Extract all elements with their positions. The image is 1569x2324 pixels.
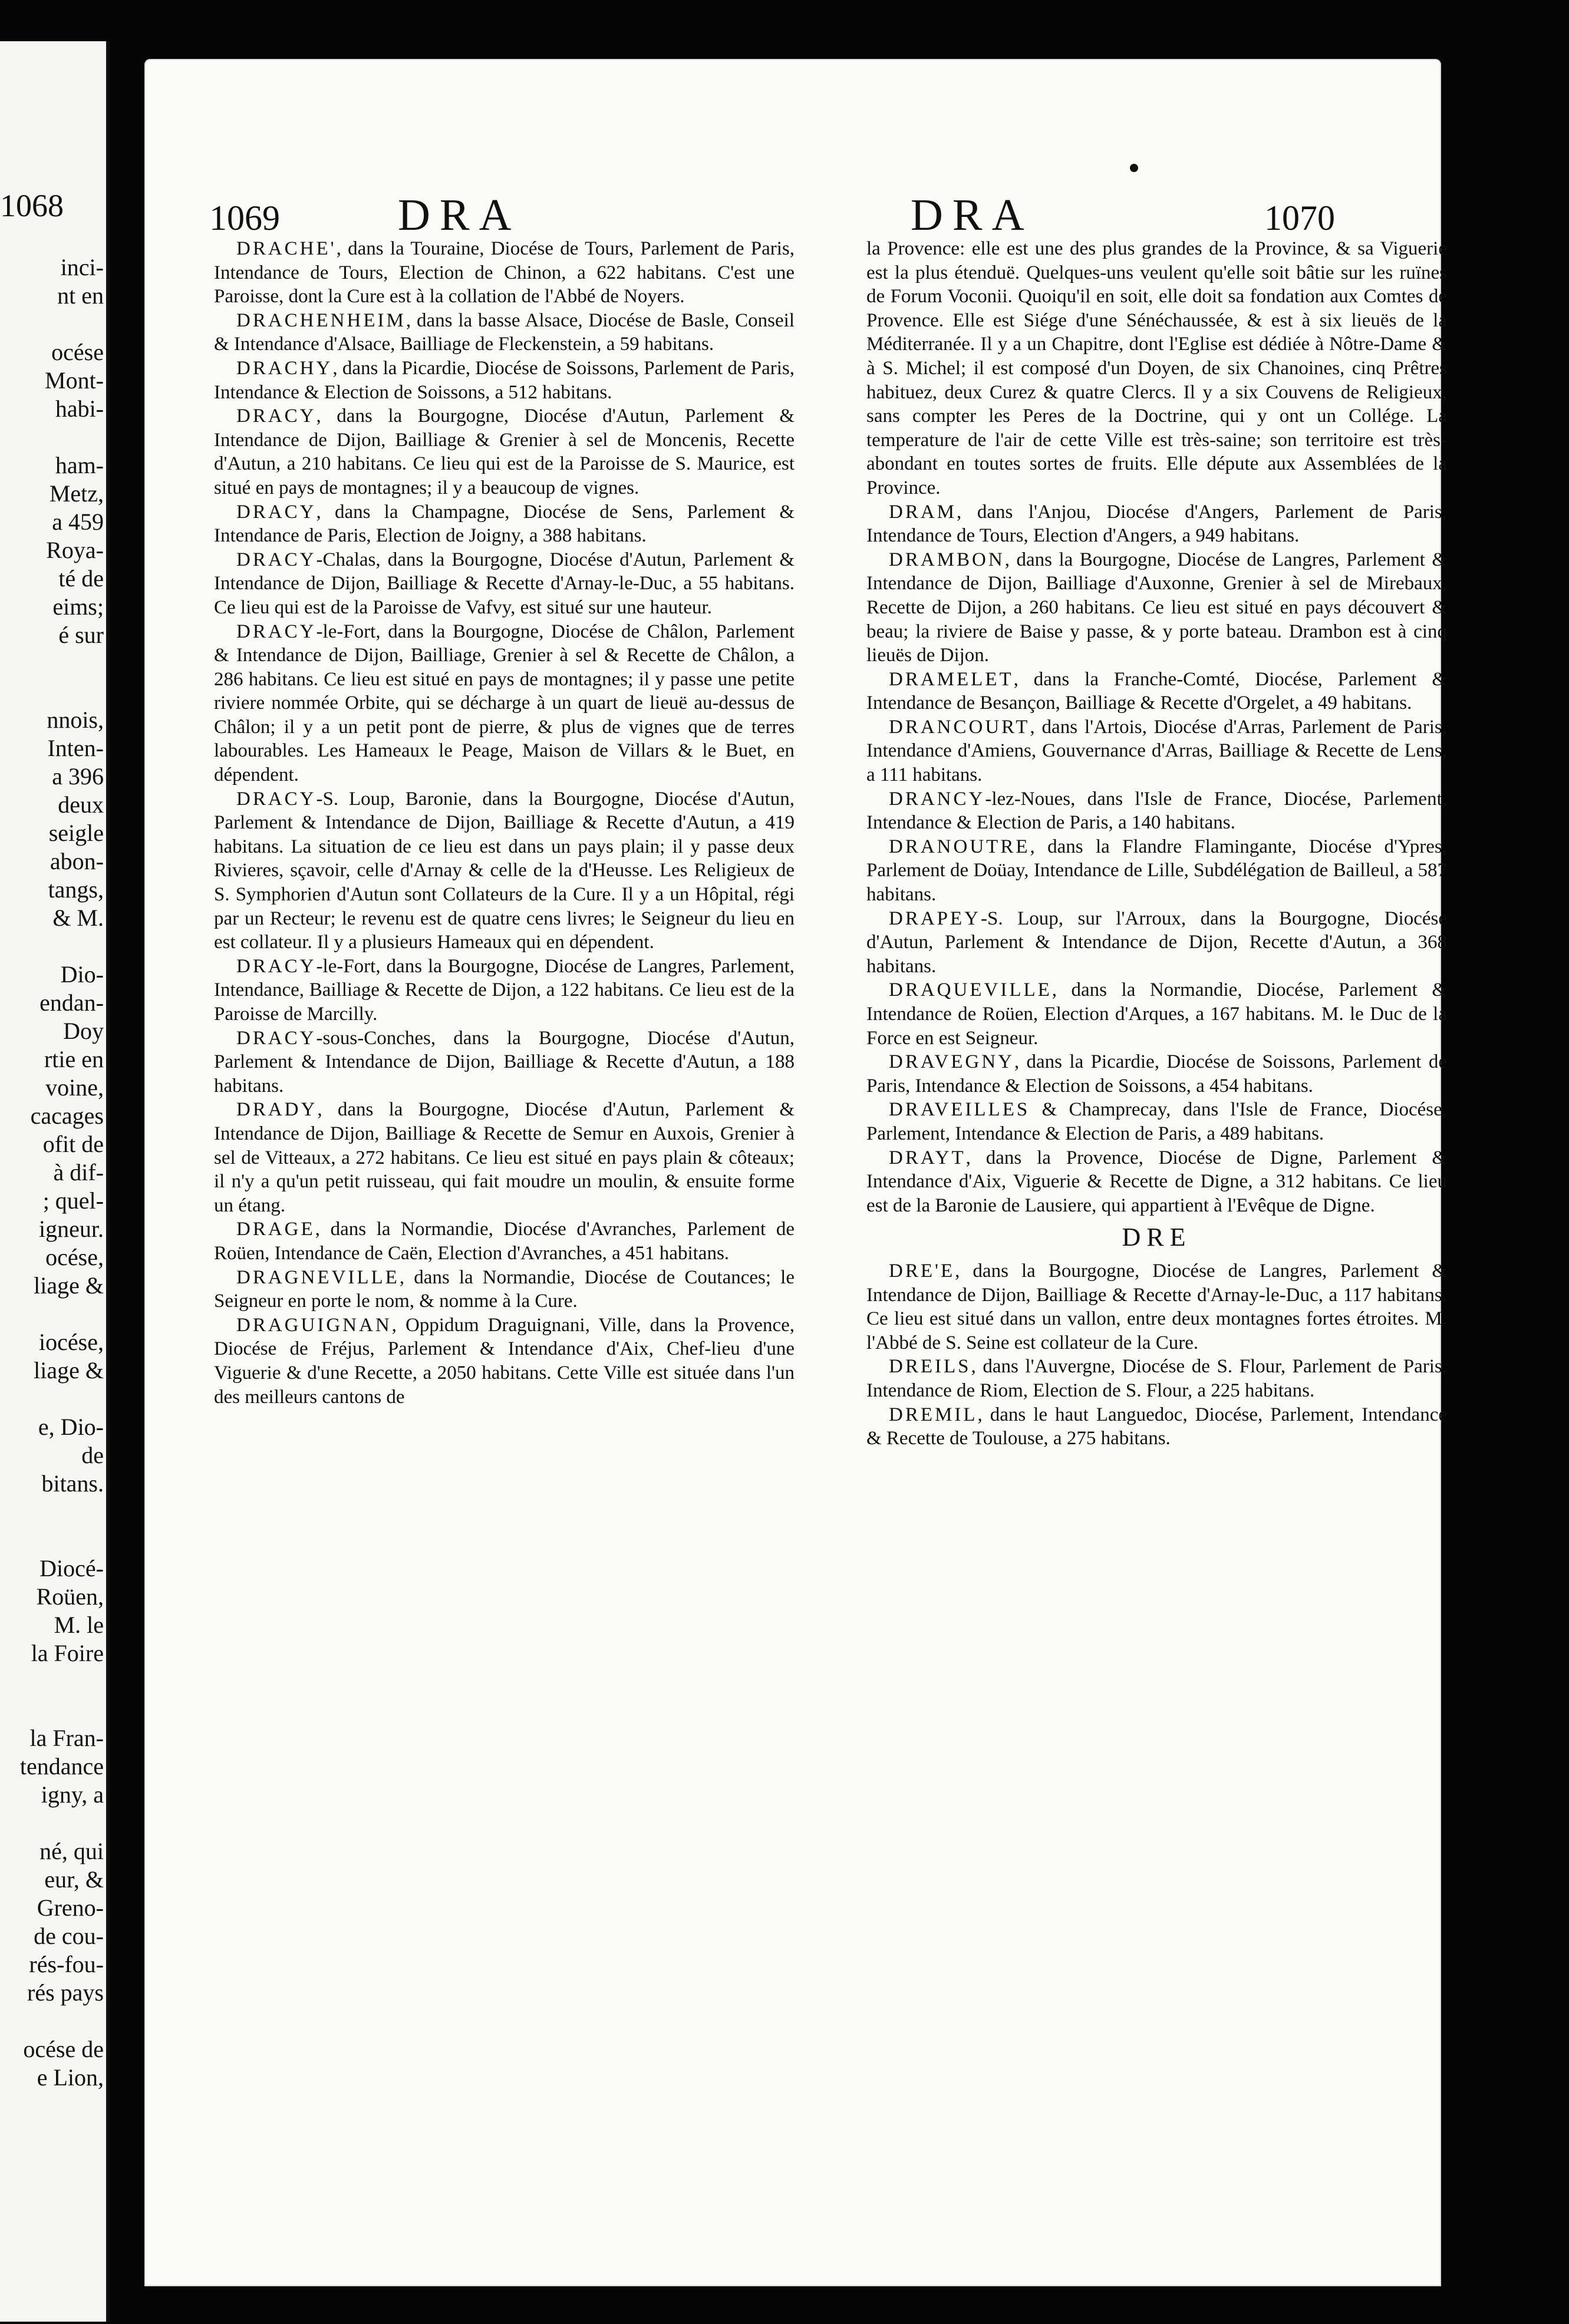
entry-text: , dans le haut Languedoc, Diocése, Parlement, Intendance & Recette de Toulouse, a 275 habitans.	[866, 1404, 1447, 1450]
fragment-line: igny, a	[41, 1781, 104, 1808]
right-column	[866, 237, 1447, 1451]
fragment-line: é sur	[58, 622, 104, 648]
fragment-line: M. le	[54, 1612, 104, 1638]
dictionary-entry	[866, 1403, 1447, 1451]
entry-text: , dans la Bourgogne, Diocése de Langres, Parlement & Intendance de Dijon, Bailliage d'Auxonne, Grenier à sel de Mirebaux, Recette de Dijon, a 260 habitans. Ce lieu est situé en pays découvert & beau; la riviere de Baise y passe, & y porte bateau. Drambon est à cinq lieuës de Dijon.	[866, 549, 1447, 666]
fragment-line: Mont-	[45, 367, 104, 394]
entry-text: , dans l'Auvergne, Diocése de S. Flour, Parlement de Paris, Intendance de Riom, Election de S. Flour, a 225 habitans.	[866, 1356, 1447, 1401]
dictionary-entry	[214, 404, 795, 500]
fragment-line: rés pays	[27, 1979, 104, 2006]
entry-text: , dans la Franche-Comté, Diocése, Parlement & Intendance de Besançon, Bailliage & Recette d'Orgelet, a 49 habitans.	[866, 668, 1447, 714]
previous-page-number: 1068	[0, 188, 64, 223]
entry-headword: DRACY	[236, 549, 317, 570]
entry-text: , dans l'Artois, Diocése d'Arras, Parlement de Paris, Intendance d'Amiens, Gouvernance d'Arras, Bailliage & Recette de Lens, a 111 habitans.	[866, 716, 1447, 786]
entry-headword: DRAPEY	[889, 907, 981, 929]
dictionary-entry	[866, 787, 1447, 835]
entry-headword: DREMIL	[889, 1404, 978, 1425]
dictionary-entry	[866, 1098, 1447, 1146]
entry-text: -lez-Noues, dans l'Isle de France, Diocése, Parlement, Intendance & Election de Paris, a 140 habitans.	[866, 788, 1447, 834]
entry-headword: DRAM	[889, 501, 957, 523]
entry-headword: DRANCY	[889, 788, 985, 810]
fragment-line: inci-	[60, 254, 104, 280]
fragment-line: & M.	[52, 904, 104, 931]
fragment-line	[0, 2007, 104, 2035]
dictionary-entry	[866, 668, 1447, 715]
dictionary-entry	[214, 787, 795, 955]
dictionary-entry	[866, 835, 1447, 907]
fragment-line: rés-fou-	[29, 1951, 104, 1978]
dictionary-entry	[214, 548, 795, 620]
previous-page-edge	[0, 41, 110, 2322]
fragment-line: né, qui	[39, 1838, 104, 1864]
fragment-line: deux	[58, 791, 104, 818]
dictionary-entry	[866, 548, 1447, 668]
dictionary-entry	[866, 1355, 1447, 1402]
fragment-line: la Foire	[31, 1640, 104, 1666]
fragment-line	[0, 649, 104, 678]
fragment-line: liage &	[34, 1272, 104, 1299]
dictionary-entry	[214, 309, 795, 356]
right-entries-after	[866, 1259, 1447, 1451]
fragment-line	[0, 1300, 104, 1328]
fragment-line	[0, 1668, 104, 1696]
fragment-line: océse,	[45, 1244, 104, 1270]
dictionary-entry	[214, 1217, 795, 1265]
entry-text: -S. Loup, Baronie, dans la Bourgogne, Diocése d'Autun, Parlement & Intendance de Dijon, Bailliage & Recette d'Autun, a 419 habitans. La situation de ce lieu est dans un pays plain; il y passe deux Rivieres, sçavoir, celle d'Arnay & celle de la d'Heusse. Les Religieux de S. Symphorien d'Autun sont Collateurs de la Cure. Il y a un Hôpital, régi par un Recteur; le revenu est de quatre cens livres; le Seigneur du lieu en est collateur. Il y a plusieurs Hameaux qui en dépendent.	[214, 788, 795, 953]
fragment-line: de	[81, 1442, 104, 1468]
entry-headword: DRAGNEVILLE	[236, 1266, 400, 1288]
fragment-line: cacages	[30, 1102, 104, 1129]
entry-headword: DRAVEILLES	[889, 1099, 1030, 1121]
page-number-right: 1070	[1264, 199, 1335, 237]
fragment-line: eur, &	[44, 1866, 104, 1893]
entry-headword: DRANOUTRE	[889, 836, 1030, 857]
entry-text: , dans la Touraine, Diocése de Tours, Parlement de Paris, Intendance de Tours, Election de Chinon, a 622 habitans. C'est une Paroisse, dont la Cure est à la collation de l'Abbé de Noyers.	[214, 238, 795, 308]
entry-text: , dans la Normandie, Diocése de Coutances; le Seigneur en porte le nom, & nomme à la Cure.	[214, 1266, 795, 1312]
entry-headword: DRAVEGNY	[889, 1051, 1014, 1073]
fragment-line	[0, 310, 104, 338]
dictionary-entry	[214, 356, 795, 404]
dictionary-entry	[214, 1313, 795, 1409]
dictionary-entry	[214, 1026, 795, 1098]
entry-headword: DRACHE'	[236, 238, 337, 259]
entry-text: , dans l'Anjou, Diocése d'Angers, Parlement de Paris, Intendance de Tours, Election d'Angers, a 949 habitans.	[866, 501, 1447, 547]
entry-headword: DRAQUEVILLE	[889, 979, 1052, 1001]
previous-page-fragments	[0, 253, 104, 2092]
entry-headword: DRACY	[236, 955, 317, 977]
section-heading: DRE	[1122, 1223, 1192, 1252]
fragment-line: habi-	[55, 395, 104, 422]
fragment-line: Roya-	[46, 537, 104, 563]
entry-headword: DREILS	[889, 1356, 971, 1378]
fragment-line	[0, 1498, 104, 1526]
entry-headword: DRACHENHEIM	[236, 309, 406, 331]
entry-text: -sous-Conches, dans la Bourgogne, Diocése d'Autun, Parlement & Intendance de Dijon, Bailliage & Recette d'Autun, a 188 habitans.	[214, 1027, 795, 1097]
ink-dot	[1130, 164, 1138, 172]
fragment-line: Greno-	[37, 1894, 104, 1921]
entry-text: , dans la Normandie, Diocése d'Avranches, Parlement de Roüen, Intendance de Caën, Election d'Avranches, a 451 habitans.	[214, 1219, 795, 1264]
fragment-line: Metz,	[49, 480, 104, 507]
running-headword-right: DRA	[911, 190, 1034, 240]
fragment-line: ofit de	[42, 1131, 104, 1157]
entry-headword: DRAYT	[889, 1147, 966, 1168]
entry-headword: DRACHY	[236, 357, 333, 379]
fragment-line: tangs,	[48, 876, 104, 903]
dictionary-entry	[866, 1259, 1447, 1355]
fragment-line: tendance	[19, 1753, 104, 1780]
entry-text: , dans la Bourgogne, Diocése d'Autun, Parlement & Intendance de Dijon, Bailliage & Grenier à sel de Moncenis, Recette d'Autun, a 210 habitans. Ce lieu qui est de la Paroisse de S. Maurice, est situé en pays de montagnes; il y a beaucoup de vignes.	[214, 405, 795, 499]
fragment-line	[0, 1696, 104, 1724]
entry-text: , dans la Provence, Diocése de Digne, Parlement & Intendance d'Aix, Viguerie & Recette de Digne, a 312 habitans. Ce lieu est de la Baronie de Lausiere, qui appartient à l'Evêque de Digne.	[866, 1147, 1447, 1216]
dictionary-entry	[866, 715, 1447, 787]
fragment-line: Dio-	[60, 961, 104, 988]
fragment-line	[0, 423, 104, 451]
entry-headword: DRAMELET	[889, 668, 1014, 690]
dictionary-entry	[214, 500, 795, 548]
entry-headword: DRAGE	[236, 1219, 315, 1240]
page-number-left: 1069	[209, 199, 280, 237]
entry-text: , Oppidum Draguignani, Ville, dans la Provence, Diocése de Fréjus, Parlement & Intendance d'Aix, Chef-lieu d'une Viguerie & d'une Recette, a 2050 habitans. Cette Ville est située dans l'un des meilleurs cantons de	[214, 1314, 795, 1408]
fragment-line: liage &	[34, 1357, 104, 1384]
entry-text: , dans la Bourgogne, Diocése de Langres, Parlement & Intendance de Dijon, Bailliage & Recette d'Arnay-le-Duc, a 117 habitans. Ce lieu est situé dans un vallon, entre deux montagnes fortes étroites. M. l'Abbé de S. Seine est collateur de la Cure.	[866, 1260, 1447, 1354]
running-headword-left: DRA	[398, 190, 521, 240]
dictionary-entry	[866, 1146, 1447, 1218]
fragment-line: a 459	[52, 509, 104, 535]
fragment-line: de cou-	[34, 1923, 104, 1949]
dictionary-entry	[214, 955, 795, 1026]
dictionary-entry	[866, 978, 1447, 1050]
fragment-line: Roüen,	[36, 1583, 104, 1610]
fragment-line	[0, 1526, 104, 1554]
fragment-line: e, Dio-	[38, 1414, 104, 1440]
entry-text: , dans la basse Alsace, Diocése de Basle, Conseil & Intendance d'Alsace, Bailliage de Fleckenstein, a 59 habitans.	[214, 309, 795, 355]
entry-text: , dans la Flandre Flamingante, Diocése d'Ypres, Parlement de Doüay, Intendance de Lille, Subdélégation de Bailleul, a 587 habitans.	[866, 836, 1447, 906]
entry-text: , dans la Normandie, Diocése, Parlement & Intendance de Roüen, Election d'Arques, a 167 habitans. M. le Duc de la Force en est Seigneur.	[866, 979, 1447, 1049]
fragment-line: rtie en	[44, 1046, 104, 1072]
fragment-line: abon-	[50, 848, 104, 874]
fragment-line: endan-	[39, 989, 104, 1016]
dictionary-entry	[214, 1266, 795, 1313]
entry-text: , dans la Champagne, Diocése de Sens, Parlement & Intendance de Paris, Election de Joigny, a 388 habitans.	[214, 501, 795, 547]
entry-text: , dans la Picardie, Diocése de Soissons, Parlement de Paris, Intendance & Election de Soissons, a 512 habitans.	[214, 357, 795, 403]
dictionary-page	[144, 59, 1447, 2286]
fragment-line: té de	[58, 565, 104, 592]
entry-text: -Chalas, dans la Bourgogne, Diocése d'Autun, Parlement & Intendance de Dijon, Bailliage & Recette d'Arnay-le-Duc, a 55 habitans. Ce lieu qui est de la Paroisse de Vafvy, est situé sur une hauteur.	[214, 549, 795, 618]
fragment-line: nnois,	[47, 707, 104, 733]
fragment-line	[0, 678, 104, 706]
entry-text: & Champrecay, dans l'Isle de France, Diocése, Parlement, Intendance & Election de Paris, a 489 habitans.	[866, 1099, 1447, 1144]
fragment-line: voine,	[45, 1074, 104, 1101]
fragment-line: eims;	[52, 593, 104, 620]
fragment-line	[0, 1809, 104, 1837]
entry-headword: DRACY	[236, 1027, 317, 1049]
fragment-line: ; quel-	[42, 1187, 104, 1214]
fragment-line: la Fran-	[29, 1725, 104, 1751]
fragment-line: a 396	[52, 763, 104, 790]
entry-headword: DRADY	[236, 1099, 318, 1121]
dictionary-entry	[866, 907, 1447, 979]
entry-headword: DRACY	[236, 501, 317, 523]
continued-entry: la Provence: elle est une des plus grandes de la Province, & sa Viguerie est la plus étenduë. Quelques-uns veulent qu'elle soit bâtie sur les ruïnes de Forum Voconii. Quoiqu'il en soit, elle doit sa fondation aux Comtes de Provence. Elle est Siége d'une Sénéchaussée, & est à six lieuës de la Méditerranée. Il y a un Chapitre, dont l'Eglise est dédiée à Nôtre-Dame & à S. Michel; il est composé d'un Doyen, de six Chanoines, cinq Prêtres habituez, deux Curez & quatre Clercs. Il y a six Couvens de Religieux, sans compter les Peres de la Doctrine, qui y ont un Collége. La temperature de l'air de cette Ville est très-saine; son territoire est très-abondant en toutes sortes de fruits. Elle députe aux Assemblées de la Province.	[866, 238, 1447, 499]
entry-headword: DRACY	[236, 788, 317, 810]
dictionary-entry	[214, 1098, 795, 1217]
fragment-line	[0, 1385, 104, 1413]
dictionary-entry	[214, 237, 795, 309]
entry-headword: DRACY	[236, 620, 317, 642]
fragment-line: à dif-	[53, 1159, 104, 1186]
entry-headword: DRAMBON	[889, 549, 1005, 570]
entry-headword: DRANCOURT	[889, 716, 1030, 738]
fragment-line: Doy	[63, 1018, 104, 1044]
entry-text: -le-Fort, dans la Bourgogne, Diocése de Châlon, Parlement & Intendance de Dijon, Bailliage, Grenier à sel & Recette de Châlon, a 286 habitans. Ce lieu est situé en pays de montagnes; il y passe une petite riviere nommée Orbite, qui se décharge à un quart de lieuë au-dessus de Châlon; il y a un petit pont de pierre, & plus de vignes que de terres labourables. Les Hameaux le Peage, Maison de Villars & le Buet, en dépendent.	[214, 620, 795, 786]
dictionary-entry	[866, 500, 1447, 548]
entry-text: , dans la Bourgogne, Diocése d'Autun, Parlement & Intendance de Dijon, Bailliage & Recette de Semur en Auxois, Grenier à sel de Vitteaux, a 272 habitans. Ce lieu est situé en pays plain & côteaux; il n'y a qu'un petit ruisseau, qui fait moudre un moulin, & ensuite forme un étang.	[214, 1099, 795, 1216]
fragment-line: ham-	[55, 452, 104, 478]
fragment-line: bitans.	[41, 1470, 104, 1497]
fragment-line: Inten-	[47, 735, 104, 761]
entry-headword: DRAGUIGNAN	[236, 1314, 392, 1336]
dictionary-entry	[214, 620, 795, 787]
fragment-line: e Lion,	[37, 2064, 104, 2091]
fragment-line: nt en	[57, 282, 104, 309]
fragment-line: iocése,	[39, 1329, 104, 1355]
fragment-line: igneur.	[39, 1216, 104, 1242]
fragment-line: Diocé-	[39, 1555, 104, 1582]
fragment-line: seigle	[48, 820, 104, 846]
entry-text: -le-Fort, dans la Bourgogne, Diocése de Langres, Parlement, Intendance, Bailliage & Recette de Dijon, a 122 habitans. Ce lieu est de la Paroisse de Marcilly.	[214, 955, 795, 1025]
fragment-line: océse	[51, 339, 104, 365]
left-column	[214, 237, 795, 1409]
entry-headword: DRE'E	[889, 1260, 955, 1282]
right-entries	[866, 500, 1447, 1218]
entry-headword: DRACY	[236, 405, 317, 427]
dictionary-entry	[866, 1050, 1447, 1098]
fragment-line	[0, 932, 104, 960]
entry-text: , dans la Picardie, Diocése de Soissons, Parlement de Paris, Intendance & Election de Soissons, a 454 habitans.	[866, 1051, 1447, 1097]
fragment-line: océse de	[23, 2036, 104, 2062]
entry-text: -S. Loup, sur l'Arroux, dans la Bourgogne, Diocése d'Autun, Parlement & Intendance de Dijon, Recette d'Autun, a 368 habitans.	[866, 907, 1447, 977]
